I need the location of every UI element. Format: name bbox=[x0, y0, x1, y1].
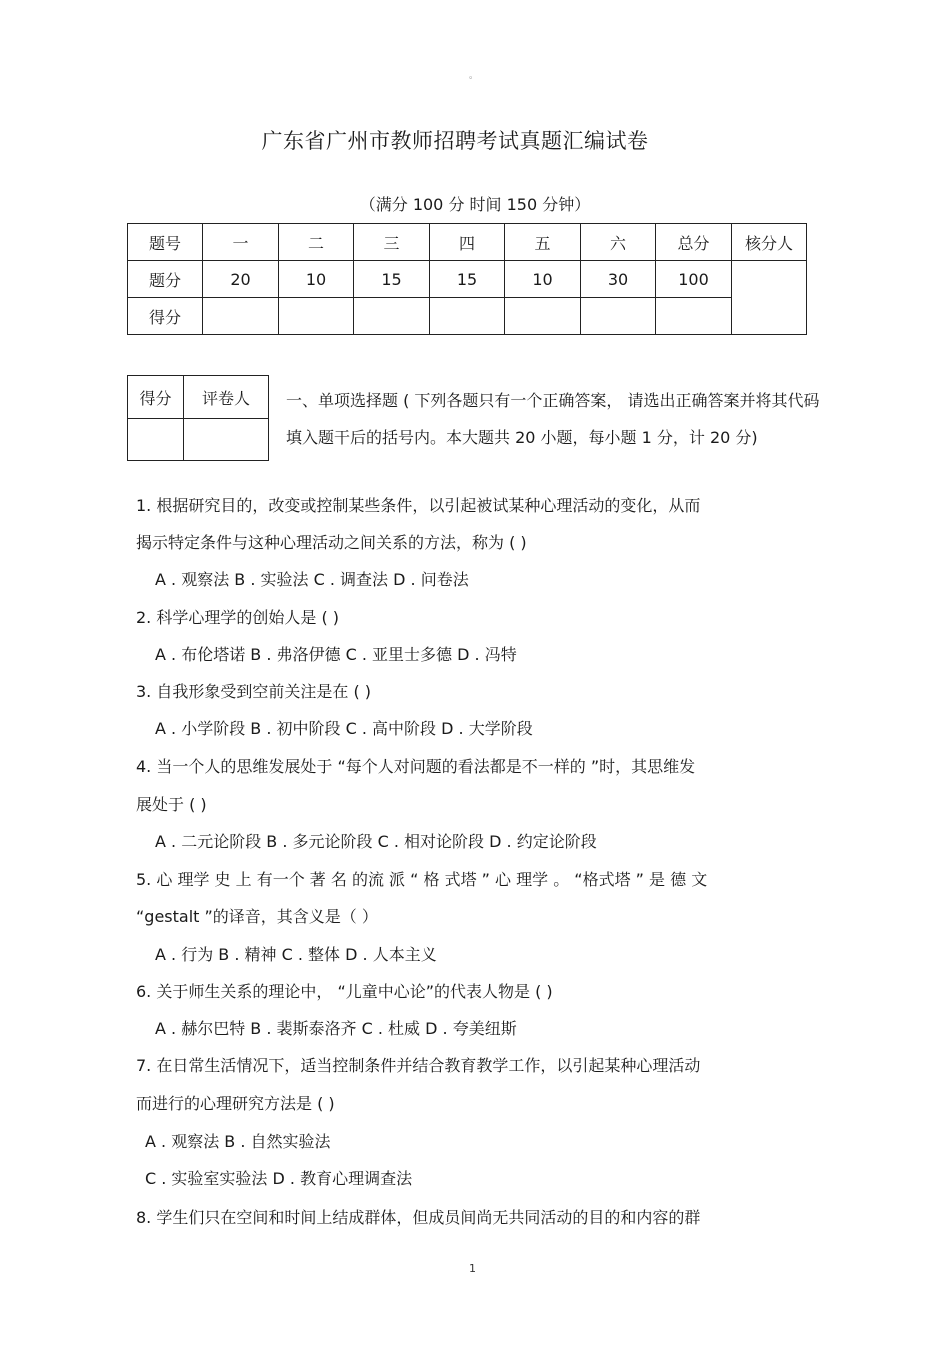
question-1-line-1: 1. 根据研究目的，改变或控制某些条件，以引起被试某种心理活动的变化，从而 bbox=[136, 496, 701, 515]
grader-name-label: 评卷人 bbox=[184, 376, 269, 419]
question-7-options-2: C . 实验室实验法 D . 教育心理调查法 bbox=[145, 1169, 413, 1188]
question-3-options: A . 小学阶段 B . 初中阶段 C . 高中阶段 D . 大学阶段 bbox=[155, 719, 533, 738]
exam-title: 广东省广州市教师招聘考试真题汇编试卷 bbox=[261, 129, 649, 153]
question-4-line-2: 展处于 ( ) bbox=[136, 795, 207, 814]
points-cell: 题分 bbox=[128, 261, 203, 298]
header-cell: 核分人 bbox=[732, 224, 807, 261]
header-cell: 五 bbox=[505, 224, 581, 261]
grader-score-entry[interactable] bbox=[128, 419, 184, 461]
points-cell: 20 bbox=[203, 261, 279, 298]
question-2-options: A . 布伦塔诺 B . 弗洛伊德 C . 亚里士多德 D . 冯特 bbox=[155, 645, 517, 664]
checker-signature-cell[interactable] bbox=[732, 261, 807, 335]
question-4-options: A . 二元论阶段 B . 多元论阶段 C . 相对论阶段 D . 约定论阶段 bbox=[155, 832, 597, 851]
score-table-score-row bbox=[128, 298, 807, 335]
header-cell: 题号 bbox=[128, 224, 203, 261]
section-intro: 一、单项选择题 ( 下列各题只有一个正确答案， 请选出正确答案并将其代码填入题干后的括号内。本大题共 20 小题，每小题 1 分，计 20 分) bbox=[286, 391, 820, 447]
header-cell: 四 bbox=[430, 224, 505, 261]
score-table-points-row bbox=[128, 261, 807, 298]
header-mark: 。 bbox=[469, 71, 479, 81]
score-label-cell: 得分 bbox=[128, 298, 203, 335]
score-entry-cell[interactable] bbox=[581, 298, 656, 335]
question-6-options: A . 赫尔巴特 B . 裴斯泰洛齐 C . 杜威 D . 夸美纽斯 bbox=[155, 1019, 517, 1038]
question-1-options: A . 观察法 B . 实验法 C . 调查法 D . 问卷法 bbox=[155, 570, 469, 589]
points-cell: 15 bbox=[430, 261, 505, 298]
header-cell: 一 bbox=[203, 224, 279, 261]
score-entry-cell[interactable] bbox=[430, 298, 505, 335]
score-table-header-row bbox=[128, 224, 807, 261]
points-cell: 15 bbox=[354, 261, 430, 298]
points-cell: 10 bbox=[505, 261, 581, 298]
points-cell: 100 bbox=[656, 261, 732, 298]
score-entry-cell[interactable] bbox=[354, 298, 430, 335]
score-entry-cell[interactable] bbox=[656, 298, 732, 335]
question-7-options-1: A . 观察法 B . 自然实验法 bbox=[145, 1132, 331, 1151]
score-entry-cell[interactable] bbox=[505, 298, 581, 335]
score-entry-cell[interactable] bbox=[279, 298, 354, 335]
question-4-line-1: 4. 当一个人的思维发展处于 “每个人对问题的看法都是不一样的 ”时，其思维发 bbox=[136, 757, 696, 776]
grader-table bbox=[127, 375, 269, 461]
score-table bbox=[127, 223, 807, 335]
score-entry-cell[interactable] bbox=[203, 298, 279, 335]
question-2-line-1: 2. 科学心理学的创始人是 ( ) bbox=[136, 608, 340, 627]
question-8-line-1: 8. 学生们只在空间和时间上结成群体，但成员间尚无共同活动的目的和内容的群 bbox=[136, 1208, 701, 1227]
question-6-line-1: 6. 关于师生关系的理论中， “儿童中心论”的代表人物是 ( ) bbox=[136, 982, 553, 1001]
points-cell: 10 bbox=[279, 261, 354, 298]
question-5-line-1: 5. 心 理学 史 上 有一个 著 名 的流 派 “ 格 式塔 ” 心 理学 。 “格式塔 ” 是 德 文 bbox=[136, 870, 708, 889]
question-5-options: A . 行为 B . 精神 C . 整体 D . 人本主义 bbox=[155, 945, 437, 964]
grader-name-entry[interactable] bbox=[184, 419, 269, 461]
question-5-line-2: “gestalt ”的译音，其含义是（ ） bbox=[136, 907, 378, 926]
header-cell: 二 bbox=[279, 224, 354, 261]
exam-subtitle: （满分 100 分 时间 150 分钟） bbox=[359, 195, 591, 214]
question-7-line-2: 而进行的心理研究方法是 ( ) bbox=[136, 1094, 335, 1113]
header-cell: 六 bbox=[581, 224, 656, 261]
question-1-line-2: 揭示特定条件与这种心理活动之间关系的方法，称为 ( ) bbox=[136, 533, 527, 552]
grader-score-label: 得分 bbox=[128, 376, 184, 419]
points-cell: 30 bbox=[581, 261, 656, 298]
question-3-line-1: 3. 自我形象受到空前关注是在 ( ) bbox=[136, 682, 372, 701]
header-cell: 总分 bbox=[656, 224, 732, 261]
header-cell: 三 bbox=[354, 224, 430, 261]
question-7-line-1: 7. 在日常生活情况下，适当控制条件并结合教育教学工作，以引起某种心理活动 bbox=[136, 1056, 701, 1075]
page-number: 1 bbox=[469, 1262, 476, 1275]
